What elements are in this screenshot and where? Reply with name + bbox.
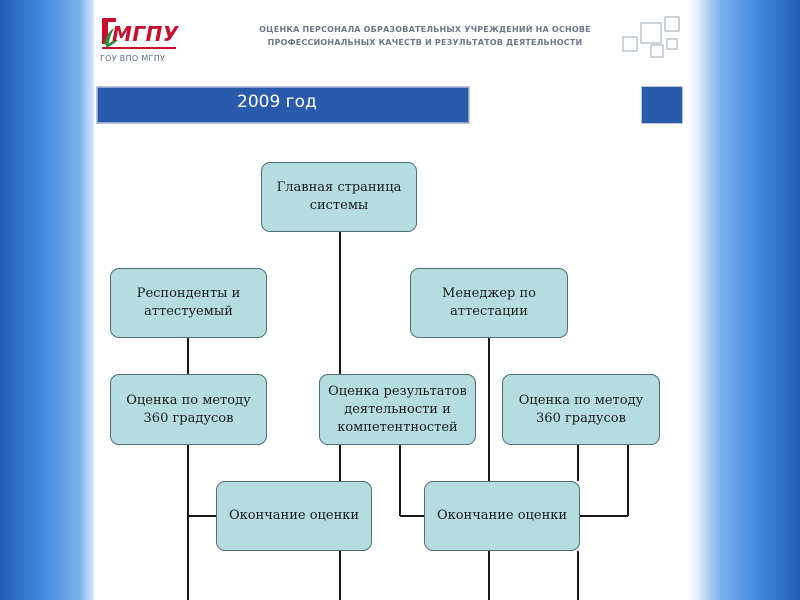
org-label: ГОУ ВПО МГПУ <box>100 54 166 63</box>
node-finish-left: Окончание оценки <box>216 481 372 551</box>
node-360-right: Оценка по методу 360 градусов <box>502 374 660 445</box>
logo-text: МГПУ <box>112 22 179 46</box>
title-line-1: ОЦЕНКА ПЕРСОНАЛА ОБРАЗОВАТЕЛЬНЫХ УЧРЕЖДЕНИЙ НА ОСНОВЕ <box>259 25 591 34</box>
node-eval-results: Оценка результатов деятельности и компетентностей <box>319 374 476 445</box>
node-main-page: Главная страница системы <box>261 162 417 232</box>
year-label: 2009 год <box>237 92 317 112</box>
node-finish-right: Окончание оценки <box>424 481 580 551</box>
node-respondents: Респонденты и аттестуемый <box>110 268 267 338</box>
node-360-left: Оценка по методу 360 градусов <box>110 374 267 445</box>
node-manager: Менеджер по аттестации <box>410 268 568 338</box>
title-line-2: ПРОФЕССИОНАЛЬНЫХ КАЧЕСТВ И РЕЗУЛЬТАТОВ ДЕЯТЕЛЬНОСТИ <box>267 38 583 47</box>
